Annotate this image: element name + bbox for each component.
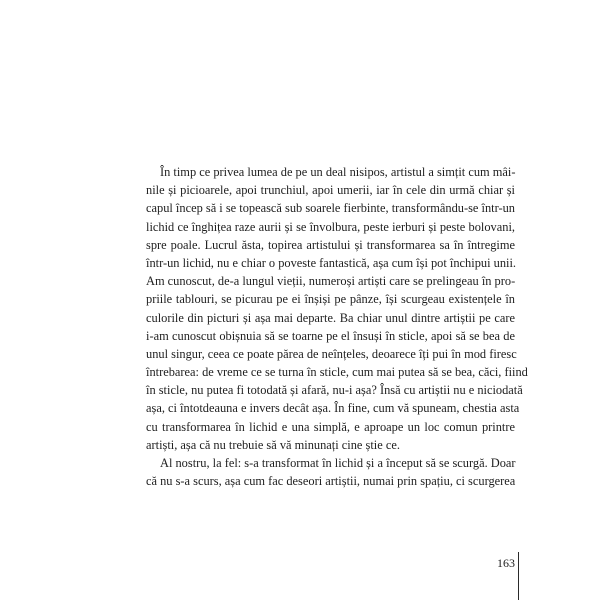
body-text: [146, 163, 528, 490]
text-line: într-un lichid, nu e chiar o poveste fantastică, așa cum își pot închipui unii.: [146, 255, 517, 270]
text-line: În timp ce privea lumea de pe un deal nisipos, artistul a simțit cum mâi-: [160, 165, 516, 179]
text-line: capul încep să i se topească sub soarele fierbinte, transformându-se într-un: [146, 201, 515, 216]
text-line: Am cunoscut, de-a lungul vieții, numeroși artiști care se prelingeau în pro-: [146, 274, 516, 289]
text-line: lichid ce înghițea raze aurii și se învolbura, peste ierburi și peste bolovani,: [146, 219, 515, 234]
text-line: priile tablouri, se picurau pe ei înșiși pe pânze, își scurgeau existențele în: [146, 292, 515, 307]
text-line: culorile din picturi și așa mai departe. Ba chiar unul dintre artiștii pe care: [146, 310, 515, 325]
text-line: i-am cunoscut obișnuia să se toarne pe el însuși în sticle, apoi să se bea de: [146, 328, 515, 343]
text-line: că nu s-a scurs, așa cum fac deseori artiștii, numai prin spațiu, ci scurgerea: [146, 474, 516, 489]
text-line: așa, ci întotdeauna e invers decât așa. În fine, cum vă spuneam, chestia asta: [146, 401, 520, 416]
paragraph-1: [146, 163, 528, 454]
text-line: cu transformarea în lichid e una simplă, e aproape un loc comun printre: [146, 419, 515, 434]
text-line: spre poale. Lucrul ăsta, topirea artistului și transformarea sa în întregime: [146, 237, 515, 252]
text-line: nile și picioarele, apoi trunchiul, apoi umerii, iar în cele din urmă chiar și: [146, 183, 515, 198]
paragraph-2: [146, 454, 515, 490]
text-line: artiști, așa că nu trebuie să vă minunați cine știe ce.: [146, 437, 400, 452]
text-line: unul singur, ceea ce poate părea de neînțeles, deoarece îți pui în mod firesc: [146, 346, 517, 361]
text-line: întrebarea: de vreme ce se turna în sticle, cum mai putea să se bea, căci, fiind: [146, 365, 528, 380]
text-line: în sticle, nu putea fi totodată și afară, nu-i așa? Însă cu artiștii nu e niciodată: [146, 383, 523, 398]
page-number: 163: [497, 556, 515, 570]
margin-rule: [518, 552, 519, 600]
text-line: Al nostru, la fel: s-a transformat în lichid și a început să se scurgă. Doar: [160, 456, 516, 470]
